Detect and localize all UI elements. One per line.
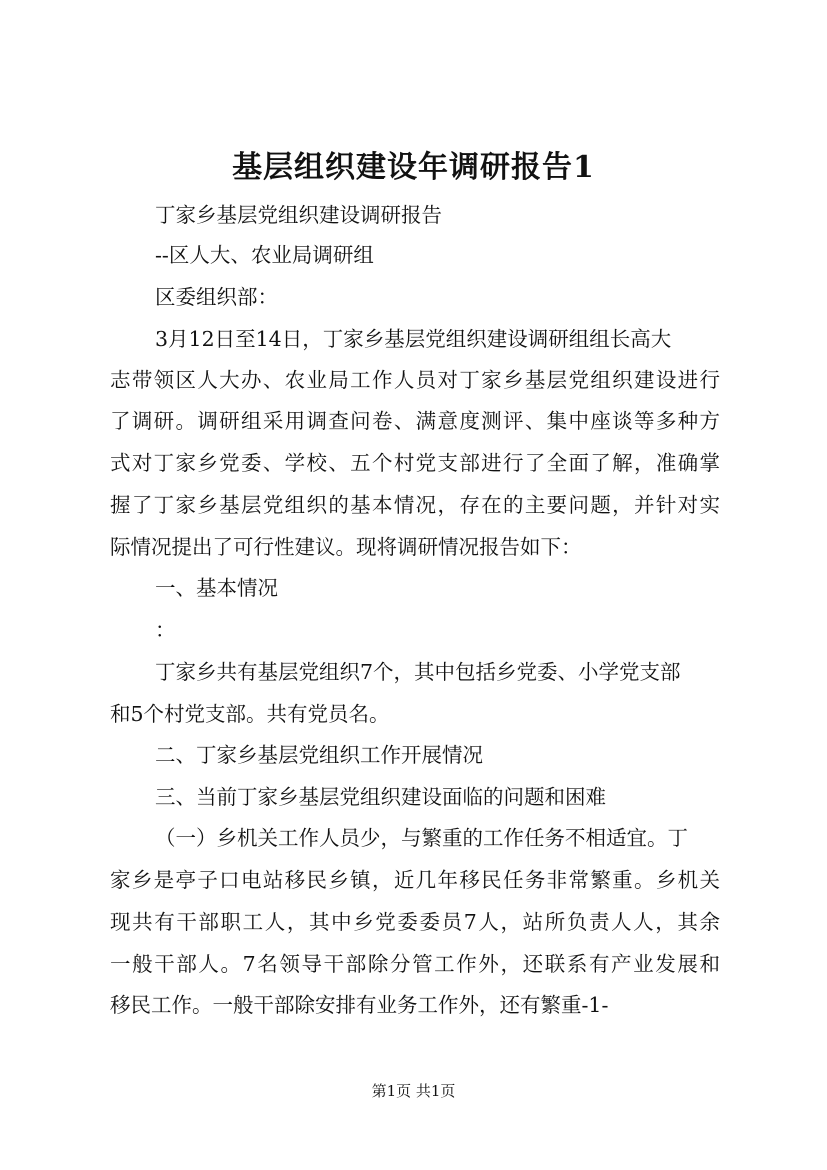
report-byline: --区人大、农业局调研组	[155, 243, 374, 267]
paragraph-line: 3月12日至14日，丁家乡基层党组织建设调研组组长高大	[155, 327, 672, 351]
document-title: 基层组织建设年调研报告1	[232, 150, 595, 185]
colon-line: ：	[155, 618, 176, 642]
recipient-line: 区委组织部：	[155, 285, 278, 309]
paragraph-line: （一）乡机关工作人员少，与繁重的工作任务不相适宜。丁	[155, 826, 688, 850]
paragraph-line: 家乡是亭子口电站移民乡镇，近几年移民任务非常繁重。乡机关	[110, 868, 720, 892]
paragraph-line: 一般干部人。7名领导干部除分管工作外，还联系有产业发展和	[110, 952, 720, 976]
section-heading: 二、丁家乡基层党组织工作开展情况	[155, 743, 483, 767]
paragraph-line: 际情况提出了可行性建议。现将调研情况报告如下：	[110, 535, 582, 559]
paragraph-line: 和5个村党支部。共有党员名。	[110, 702, 390, 726]
paragraph-line: 式对丁家乡党委、学校、五个村党支部进行了全面了解，准确掌	[110, 451, 720, 475]
page-footer: 第1页 共1页	[371, 1082, 456, 1100]
report-heading: 丁家乡基层党组织建设调研报告	[155, 203, 442, 227]
section-heading: 三、当前丁家乡基层党组织建设面临的问题和困难	[155, 785, 606, 809]
paragraph-line: 志带领区人大办、农业局工作人员对丁家乡基层党组织建设进行	[110, 368, 720, 392]
paragraph-line: 了调研。调研组采用调查问卷、满意度测评、集中座谈等多种方	[110, 409, 720, 433]
paragraph-line: 丁家乡共有基层党组织7个，其中包括乡党委、小学党支部	[155, 660, 681, 684]
section-heading: 一、基本情况	[155, 576, 278, 600]
paragraph-line: 现共有干部职工人，其中乡党委委员7人，站所负责人人，其余	[110, 910, 720, 934]
paragraph-line: 握了丁家乡基层党组织的基本情况，存在的主要问题，并针对实	[110, 493, 720, 517]
paragraph-line: 移民工作。一般干部除安排有业务工作外，还有繁重-1-	[110, 993, 609, 1017]
